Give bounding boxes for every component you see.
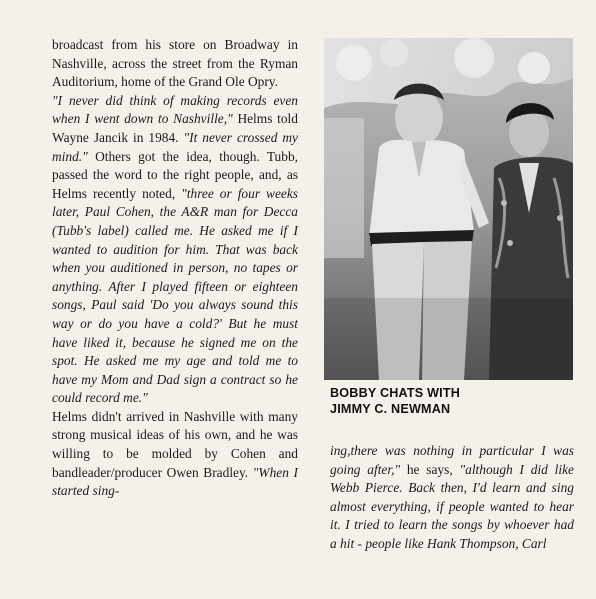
text-2: Others got the idea, though. Tubb, passed the word to the right people, and, as Helms recently noted, xyxy=(52,148,298,201)
quote-4: "When I started sing- xyxy=(52,464,299,499)
quote-5: ing,there was nothing in particular I was going after," xyxy=(330,443,574,477)
paragraph-4 xyxy=(330,442,574,554)
photo-illustration xyxy=(324,38,573,380)
photo-caption xyxy=(330,385,570,417)
paragraph-3 xyxy=(52,408,298,501)
paragraph-2 xyxy=(52,92,298,408)
text-4: he says, xyxy=(400,461,460,477)
caption-line-1: BOBBY CHATS WITH xyxy=(330,386,461,400)
quote-2: "It never crossed my mind." xyxy=(52,129,298,164)
photo-bobby-and-jimmy xyxy=(324,38,573,380)
caption-line-2: JIMMY C. NEWMAN xyxy=(330,402,451,416)
paragraph-1: broadcast from his store on Broadway in Nashville, across the street from the Ryman Auditorium, home of the Grand Ole Opry. xyxy=(52,37,298,90)
quote-3: "three or four weeks later, Paul Cohen, the A&R man for Decca (Tubb's label) called me. He asked me if I wanted to audition for him. That was back when you auditioned in person, no tapes or anything. After I played fifteen or eighteen songs, Paul said 'Do you always sound this way or do you have a cold?' But he must have liked it, because he signed me on the spot. He asked me my age and told me to have my Mom and Dad sign a contract so he could record me." xyxy=(52,185,298,406)
left-column xyxy=(52,36,298,501)
text-1: Helms told Wayne Jancik in 1984. xyxy=(52,111,298,145)
quote-6: "although I did like Webb Pierce. Back then, I'd learn and sing almost everything, if people wanted to hear it. I tried to learn the songs by whoever had a hit - people like Hank Thompson, Carl xyxy=(330,461,574,551)
text-3: Helms didn't arrived in Nashville with many strong musical ideas of his own, and he was willing to be molded by Cohen and bandleader/producer Owen Bradley. xyxy=(52,408,298,480)
quote-1: "I never did think of making records even when I went down to Nashville," xyxy=(52,92,298,127)
right-column xyxy=(330,442,574,554)
